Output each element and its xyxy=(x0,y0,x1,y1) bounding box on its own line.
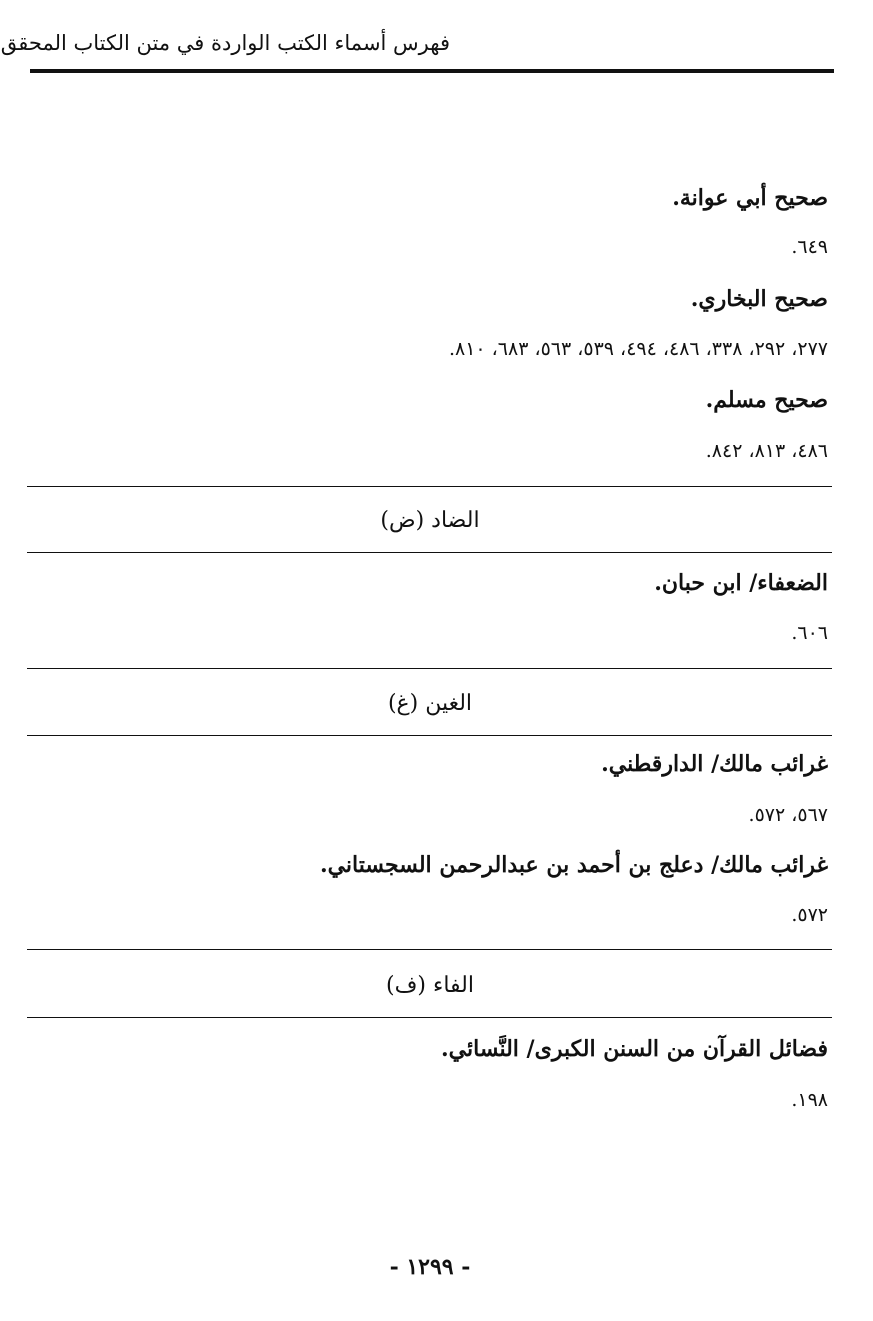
book-title: غرائب مالك/ دعلج بن أحمد بن عبدالرحمن السجستاني. xyxy=(319,852,828,878)
page-references: ٥٧٢. xyxy=(791,904,828,926)
section-rule xyxy=(27,668,832,669)
book-title: فضائل القرآن من السنن الكبرى/ النَّسائي. xyxy=(441,1036,828,1062)
letter-section-heading: الفاء (ف) xyxy=(386,973,474,998)
section-rule xyxy=(27,1017,832,1018)
section-rule xyxy=(27,552,832,553)
page-references: ١٩٨. xyxy=(791,1089,828,1111)
book-title: صحيح البخاري. xyxy=(690,286,828,312)
letter-section-heading: الغين (غ) xyxy=(387,691,473,716)
page-number: - ١٢٩٩ - xyxy=(389,1254,471,1280)
book-title: غرائب مالك/ الدارقطني. xyxy=(601,751,828,777)
letter-section-heading: الضاد (ض) xyxy=(380,508,480,533)
page-references: ٥٦٧، ٥٧٢. xyxy=(748,804,828,826)
book-title: الضعفاء/ ابن حبان. xyxy=(654,570,828,596)
header-rule xyxy=(30,69,834,73)
page-references: ٢٧٧، ٢٩٢، ٣٣٨، ٤٨٦، ٤٩٤، ٥٣٩، ٥٦٣، ٦٨٣، ٨١٠. xyxy=(448,338,828,360)
book-title: صحيح أبي عوانة. xyxy=(672,185,828,211)
page-references: ٦٤٩. xyxy=(791,236,828,258)
page-references: ٦٠٦. xyxy=(791,622,828,644)
section-rule xyxy=(27,735,832,736)
section-rule xyxy=(27,949,832,950)
page-references: ٤٨٦، ٨١٣، ٨٤٢. xyxy=(705,440,828,462)
book-title: صحيح مسلم. xyxy=(705,387,828,413)
running-header: فهرس أسماء الكتب الواردة في متن الكتاب المحقق xyxy=(0,31,450,55)
section-rule xyxy=(27,486,832,487)
